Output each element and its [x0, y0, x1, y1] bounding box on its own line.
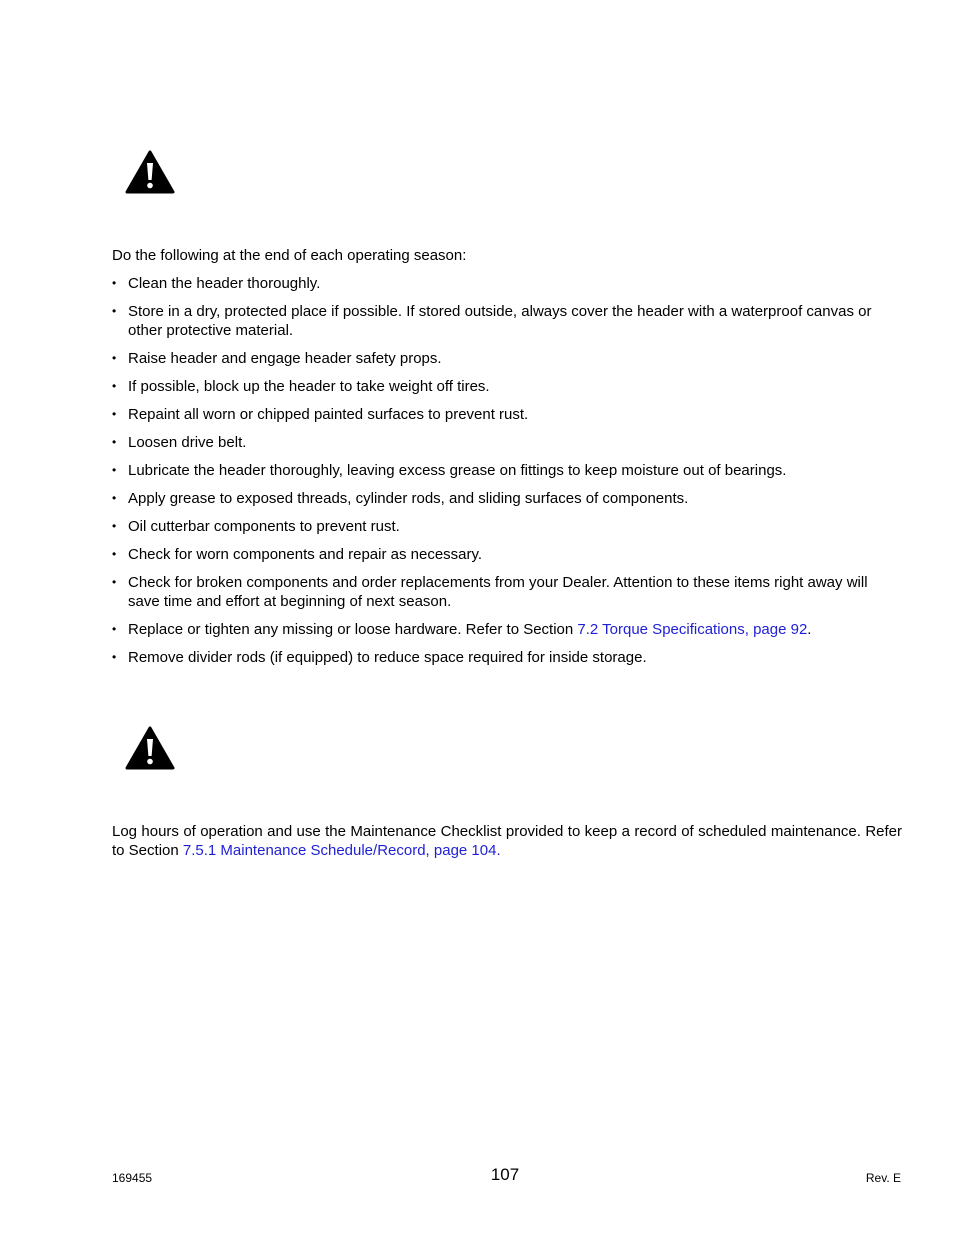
list-item: • Replace or tighten any missing or loose hardware. Refer to Section 7.2 Torque Specifications, page 92. [112, 620, 902, 639]
list-item: • Remove divider rods (if equipped) to reduce space required for inside storage. [112, 648, 902, 667]
list-item: • Check for broken components and order replacements from your Dealer. Attention to these items right away will save time and effort at beginning of next season. [112, 573, 902, 611]
torque-specifications-link[interactable]: 7.2 Torque Specifications, page 92 [577, 621, 808, 638]
maintenance-schedule-link[interactable]: 7.5.1 Maintenance Schedule/Record, page 104. [182, 842, 501, 859]
list-item: • Raise header and engage header safety props. [112, 349, 902, 368]
list-item: • If possible, block up the header to take weight off tires. [112, 377, 902, 396]
list-item: • Repaint all worn or chipped painted surfaces to prevent rust. [112, 405, 902, 424]
warning-triangle-icon [125, 726, 175, 770]
list-item: • Clean the header thoroughly. [112, 274, 902, 293]
revision-label: Rev. E [865, 1171, 901, 1185]
list-item: • Oil cutterbar components to prevent rust. [112, 517, 902, 536]
list-item: • Lubricate the header thoroughly, leaving excess grease on fittings to keep moisture out of bearings. [112, 461, 902, 480]
list-item: • Check for worn components and repair as necessary. [112, 545, 902, 564]
warning-triangle-icon [125, 150, 175, 194]
list-item: • Apply grease to exposed threads, cylinder rods, and sliding surfaces of components. [112, 489, 902, 508]
document-number: 169455 [112, 1171, 153, 1185]
list-item: • Store in a dry, protected place if possible. If stored outside, always cover the header with a waterproof canvas or other protective material. [112, 302, 902, 340]
maintenance-log-paragraph: Log hours of operation and use the Maintenance Checklist provided to keep a record of scheduled maintenance. Refer to Section 7.5.1 Maintenance Schedule/Record, page 104. [112, 823, 902, 859]
season-checklist [112, 274, 902, 676]
page-number: 107 [490, 1165, 520, 1184]
intro-text: Do the following at the end of each operating season: [112, 247, 467, 264]
list-item: • Loosen drive belt. [112, 433, 902, 452]
